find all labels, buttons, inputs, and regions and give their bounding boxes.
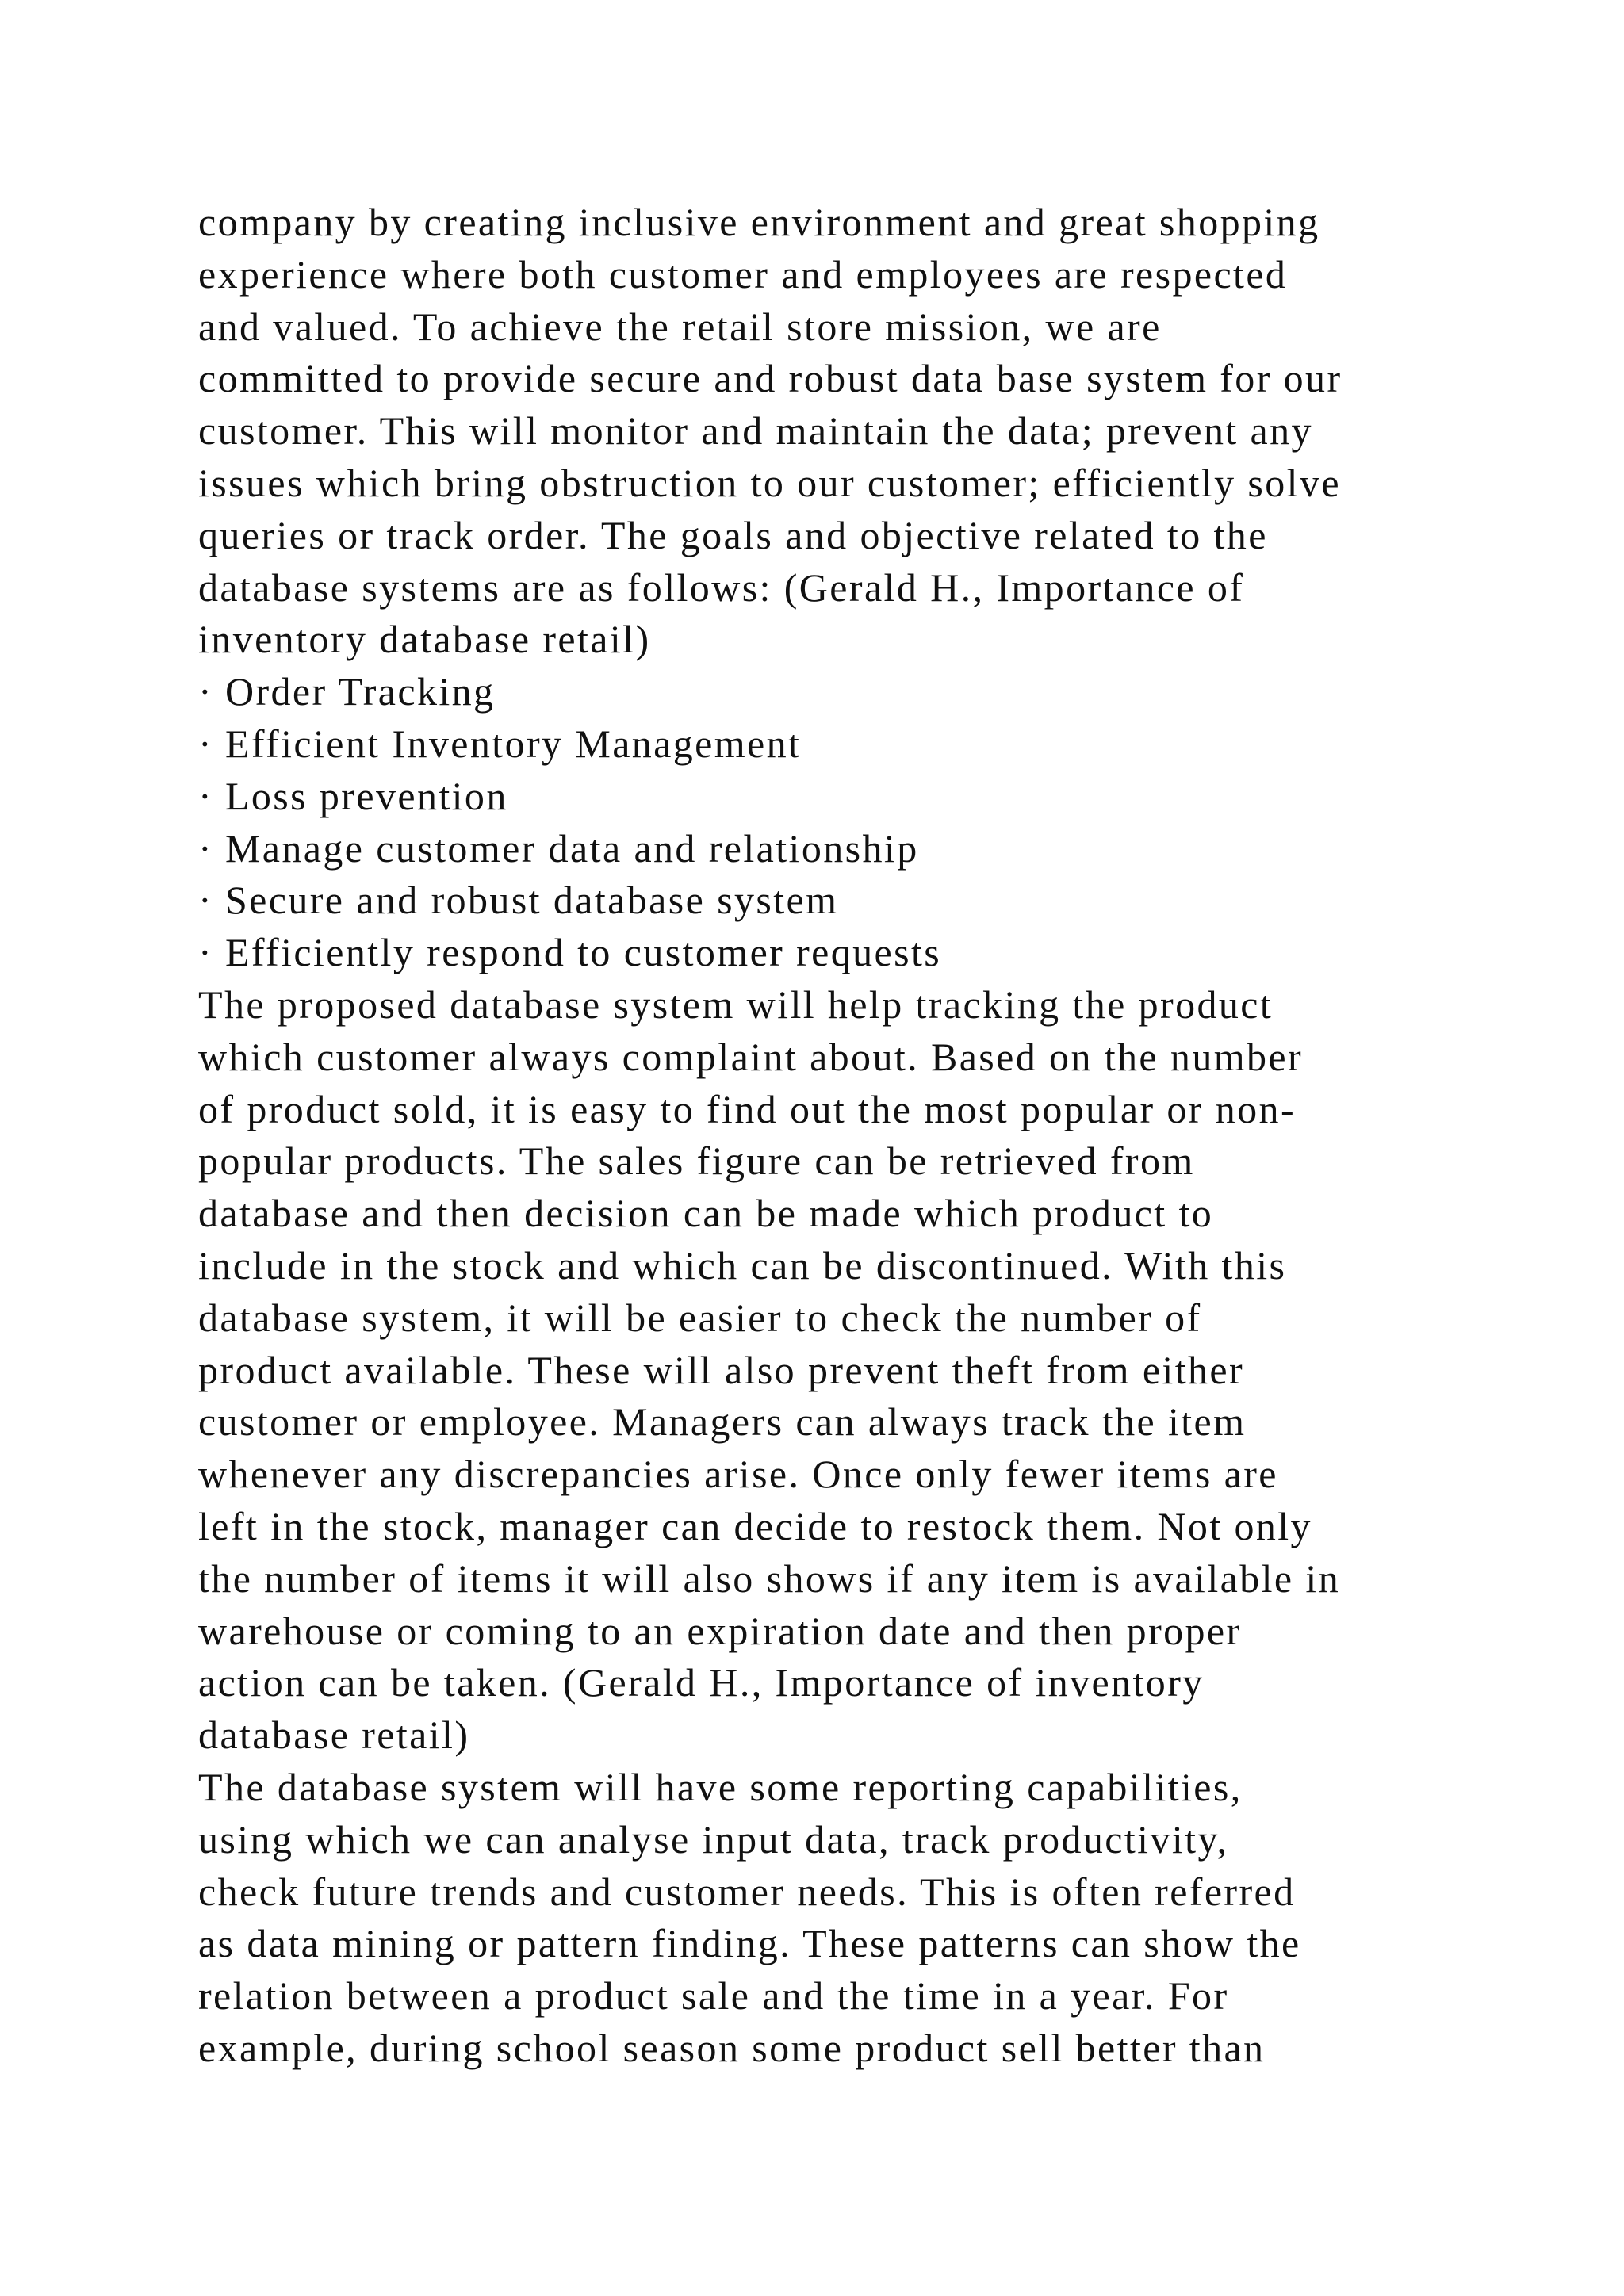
text-line: The proposed database system will help tracking the product (198, 982, 1274, 1027)
text-line: relation between a product sale and the time in a year. For (198, 1973, 1229, 2019)
bullet-item: · Loss prevention (198, 773, 508, 818)
text-line: database system, it will be easier to check the number of (198, 1295, 1202, 1340)
text-line: committed to provide secure and robust data base system for our (198, 356, 1342, 401)
text-line: action can be taken. (Gerald H., Importance of inventory (198, 1660, 1205, 1705)
bullet-item: · Order Tracking (198, 669, 496, 714)
text-line: which customer always complaint about. Based on the number (198, 1034, 1304, 1079)
document-body (198, 197, 1507, 2075)
text-line: customer or employee. Managers can always track the item (198, 1399, 1247, 1445)
text-line: whenever any discrepancies arise. Once only fewer items are (198, 1452, 1278, 1497)
text-line: customer. This will monitor and maintain the data; prevent any (198, 408, 1313, 453)
text-line: The database system will have some reporting capabilities, (198, 1764, 1243, 1809)
text-line: company by creating inclusive environment and great shopping (198, 200, 1320, 244)
text-line: warehouse or coming to an expiration date and then proper (198, 1608, 1242, 1653)
bullet-item: · Efficient Inventory Management (198, 721, 802, 766)
text-line: and valued. To achieve the retail store mission, we are (198, 304, 1162, 349)
text-line: database retail) (198, 1712, 470, 1758)
text-line: queries or track order. The goals and objective related to the (198, 512, 1268, 557)
text-line: experience where both customer and employees are respected (198, 251, 1288, 297)
text-line: as data mining or pattern finding. These patterns can show the (198, 1921, 1301, 1966)
text-line: left in the stock, manager can decide to restock them. Not only (198, 1503, 1312, 1548)
text-line: database and then decision can be made which product to (198, 1191, 1214, 1236)
text-line: include in the stock and which can be discontinued. With this (198, 1242, 1287, 1288)
text-line: inventory database retail) (198, 617, 651, 662)
text-line: using which we can analyse input data, track productivity, (198, 1816, 1229, 1862)
text-line: check future trends and customer needs. This is often referred (198, 1869, 1296, 1914)
text-line: popular products. The sales figure can be retrieved from (198, 1138, 1195, 1184)
text-line: database systems are as follows: (Gerald H., Importance of (198, 564, 1245, 610)
text-line: the number of items it will also shows if any item is available in (198, 1556, 1341, 1601)
text-line: example, during school season some product sell better than (198, 2025, 1266, 2070)
bullet-item: · Manage customer data and relationship (198, 825, 919, 871)
text-line: of product sold, it is easy to find out the most popular or non- (198, 1086, 1296, 1131)
text-line: product available. These will also prevent theft from either (198, 1347, 1245, 1392)
text-line: issues which bring obstruction to our customer; efficiently solve (198, 460, 1341, 505)
bullet-item: · Secure and robust database system (198, 878, 839, 923)
bullet-item: · Efficiently respond to customer requests (198, 930, 942, 975)
